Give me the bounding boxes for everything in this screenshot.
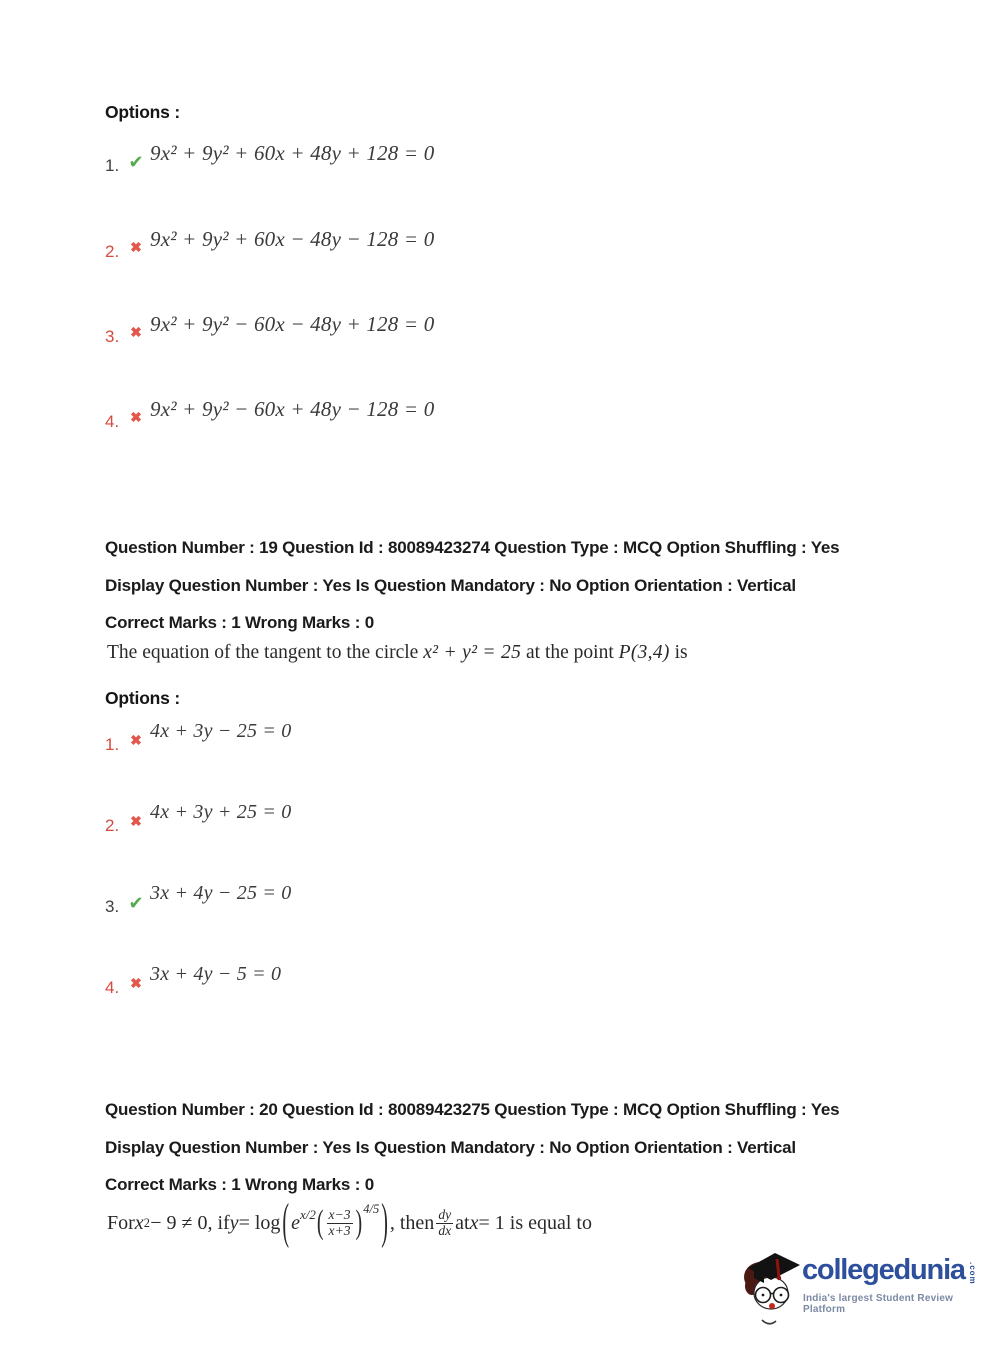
option-equation: 3x + 4y − 25 = 0: [150, 882, 292, 904]
option-row: [105, 397, 434, 432]
brand-domain: .com: [968, 1262, 977, 1285]
option-row: [105, 882, 291, 917]
math-superscript: 4/5: [363, 1201, 380, 1216]
option-equation: 9x² + 9y² + 60x − 48y − 128 = 0: [150, 227, 435, 251]
option-equation: 9x² + 9y² − 60x + 48y − 128 = 0: [150, 397, 435, 421]
option-number: 3.: [105, 327, 120, 346]
option-number: 3.: [105, 897, 120, 916]
math-expression: y: [229, 1211, 239, 1234]
question-text-part: at: [455, 1211, 470, 1234]
option-number: 2.: [105, 816, 120, 835]
meta-line: Correct Marks : 1 Wrong Marks : 0: [105, 613, 374, 632]
math-superscript: x/2: [299, 1207, 316, 1222]
cross-icon: ✖: [130, 239, 142, 255]
cross-icon: ✖: [130, 975, 142, 991]
mascot-icon: [740, 1246, 802, 1328]
question-text-part: The equation of the tangent to the circle: [107, 642, 424, 663]
open-paren: (: [282, 1194, 290, 1250]
question-text-part: is: [669, 642, 688, 663]
meta-line: Display Question Number : Yes Is Question Mandatory : No Option Orientation : Vertical: [105, 575, 796, 595]
question-text-part: For: [107, 1211, 135, 1234]
question-19-metadata: [105, 529, 925, 642]
cross-icon: ✖: [130, 732, 142, 748]
question-text-part: = log: [238, 1211, 281, 1234]
option-row: [105, 141, 434, 176]
option-row: [105, 312, 434, 347]
option-equation: 4x + 3y − 25 = 0: [150, 720, 292, 742]
open-paren: (: [316, 1203, 324, 1241]
fraction: [436, 1208, 453, 1239]
math-expression: P(3,4): [618, 642, 670, 663]
close-paren: ): [381, 1194, 388, 1250]
question-text-part: − 9 ≠ 0, if: [150, 1211, 230, 1234]
option-equation: 9x² + 9y² + 60x + 48y + 128 = 0: [150, 141, 435, 165]
check-icon: ✔: [128, 893, 144, 913]
cross-icon: ✖: [130, 324, 142, 340]
math-expression: x² + y² = 25: [423, 642, 522, 663]
question-text-part: , then: [389, 1211, 435, 1234]
math-expression: x: [134, 1211, 144, 1234]
meta-line: Question Number : 19 Question Id : 80089423274 Question Type : MCQ Option Shuffling : Yes: [105, 538, 840, 557]
question-text-part: = 1 is equal to: [478, 1211, 592, 1234]
option-number: 4.: [105, 412, 120, 431]
fraction-denominator: dx: [438, 1222, 452, 1238]
math-expression: x: [469, 1211, 479, 1234]
meta-line: Question Number : 20 Question Id : 80089423275 Question Type : MCQ Option Shuffling : Yes: [105, 1100, 840, 1119]
question-20-metadata: [105, 1091, 925, 1204]
fraction-numerator: x−3: [328, 1206, 351, 1222]
option-equation: 3x + 4y − 5 = 0: [150, 963, 282, 985]
options-label: Options :: [105, 688, 180, 708]
option-number: 4.: [105, 978, 120, 997]
brand-wordmark: collegedunia: [802, 1254, 965, 1286]
fraction-numerator: dy: [438, 1206, 452, 1222]
close-paren: ): [355, 1203, 363, 1241]
cross-icon: ✖: [130, 813, 142, 829]
option-row: [105, 963, 281, 998]
option-number: 1.: [105, 735, 120, 754]
meta-line: Display Question Number : Yes Is Question Mandatory : No Option Orientation : Vertical: [105, 1137, 796, 1157]
question-19-text: [107, 642, 688, 664]
math-expression: e: [291, 1211, 300, 1234]
option-equation: 9x² + 9y² − 60x − 48y + 128 = 0: [150, 312, 435, 336]
collegedunia-logo: [740, 1246, 985, 1330]
option-row: [105, 801, 291, 836]
fraction-denominator: x+3: [328, 1222, 351, 1238]
option-number: 2.: [105, 242, 120, 261]
fraction: [327, 1208, 353, 1239]
brand-tagline: India's largest Student Review Platform: [803, 1293, 954, 1315]
cross-icon: ✖: [130, 409, 142, 425]
option-equation: 4x + 3y + 25 = 0: [150, 801, 292, 823]
option-row: [105, 720, 291, 755]
question-text-part: at the point: [521, 642, 619, 663]
option-row: [105, 227, 434, 262]
meta-line: Correct Marks : 1 Wrong Marks : 0: [105, 1175, 374, 1194]
math-superscript: 2: [143, 1215, 151, 1230]
option-number: 1.: [105, 156, 120, 175]
question-20-text: [107, 1194, 592, 1250]
options-label: Options :: [105, 102, 180, 122]
check-icon: ✔: [128, 152, 144, 172]
